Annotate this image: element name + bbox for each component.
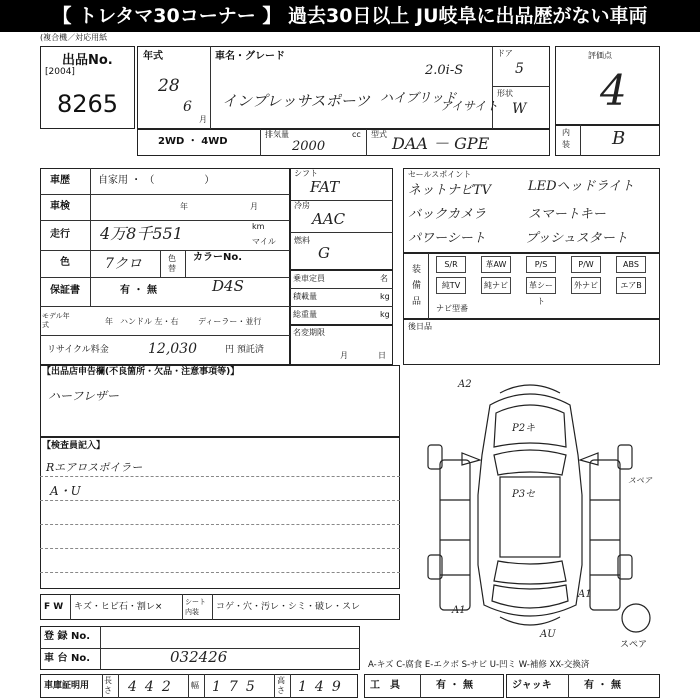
sales-point-2: LEDヘッドライト <box>528 179 635 194</box>
score: 4 <box>600 66 627 115</box>
km-unit: km <box>252 222 265 231</box>
diagram-note-p3se: P3セ <box>512 489 536 500</box>
equip-abs: ABS <box>616 256 646 273</box>
inspection-month-unit: 月 <box>250 202 258 211</box>
chassis-value: 032426 <box>170 648 228 666</box>
length-label: 長さ <box>104 676 112 695</box>
warranty-label: 保証書 <box>50 285 80 296</box>
interior-label: 内装 <box>562 128 570 149</box>
model-year-label: モデル年式 <box>42 312 70 329</box>
color-code: D4S <box>212 277 244 295</box>
inspector-label: 【検査員記入】 <box>42 441 106 451</box>
equip-leather: 革シート <box>526 277 556 294</box>
length-value: 442 <box>128 679 179 695</box>
color-label: 色 <box>60 257 70 268</box>
report-note: ハーフレザー <box>48 389 119 403</box>
diagram-note-a1-right: A1 <box>578 589 592 600</box>
displacement: 2000 <box>292 139 326 154</box>
shift-value: FAT <box>310 178 340 196</box>
year-value: 28 <box>158 76 180 96</box>
color-value: 7クロ <box>105 256 142 272</box>
doors: 5 <box>515 61 524 77</box>
capacity-label: 乗車定員 <box>293 274 325 283</box>
width-value: 175 <box>212 679 263 695</box>
equip-pw: P/W <box>571 256 601 273</box>
height-label: 高さ <box>277 676 285 695</box>
ac-label: 冷房 <box>294 201 310 210</box>
chassis-label: 車 台 No. <box>44 653 91 664</box>
mile-unit: マイル <box>252 237 276 246</box>
sales-point-4: スマートキー <box>528 207 606 222</box>
jack-label: ジャッキ <box>512 680 552 691</box>
capacity-unit: 名 <box>380 274 388 283</box>
remarks-box <box>403 319 660 365</box>
history-value: 自家用 ・ （ ） <box>98 175 215 186</box>
tools-label: 工 具 <box>370 680 400 691</box>
color-change: 色替 <box>168 254 176 273</box>
spare-label: スペア <box>620 640 648 650</box>
diagram-note-spare: スペア <box>628 476 652 485</box>
reg-day: 日 <box>378 351 386 360</box>
sales-point-5: パワーシート <box>408 231 486 246</box>
sales-point-3: バックカメラ <box>408 207 487 222</box>
width-label: 幅 <box>191 681 199 690</box>
top-note: (複合機／対応用紙 <box>40 33 108 42</box>
damage-legend: A-キズ C-腐食 E-エクボ S-サビ U-凹ミ W-補修 XX-交換済 <box>368 660 590 670</box>
car-label: 車名・グレード <box>215 51 285 62</box>
banner: 【 トレタマ30コーナー 】 過去30日以上 JU岐阜に出品歴がない車両 <box>0 0 700 32</box>
hybrid: ハイブリッド <box>380 91 457 106</box>
remarks-label: 後日品 <box>408 322 432 331</box>
lot-year: [2004] <box>45 67 75 77</box>
shift-label: シフト <box>294 169 318 178</box>
jack-value: 有 ・ 無 <box>584 680 621 691</box>
reg-no-label: 登 録 No. <box>44 631 91 642</box>
history-label: 車歴 <box>50 175 70 186</box>
inspector-line-2: A・U <box>50 484 81 498</box>
equip-ext-navi: 外ナビ <box>571 277 601 294</box>
cert-label: 車庫証明用 <box>44 681 90 691</box>
tools-value: 有 ・ 無 <box>436 680 473 691</box>
reg-month: 月 <box>340 351 348 360</box>
diagram-note-a1-left: A1 <box>452 605 466 616</box>
recycle-value: 12,030 <box>148 341 197 357</box>
fw-options: キズ・ヒビ石・割レ× <box>74 602 163 612</box>
score-label: 評価点 <box>588 51 612 60</box>
sales-label: セールスポイント <box>408 170 472 179</box>
dealer: ディーラー・並行 <box>198 317 262 326</box>
diagram-note-a2: A2 <box>458 379 472 390</box>
shape: W <box>512 101 527 117</box>
door-label: ドア <box>497 49 513 58</box>
diagram-note-p2ki: P2キ <box>512 423 536 434</box>
ac-value: AAC <box>312 210 346 228</box>
model-label: 型式 <box>371 130 387 139</box>
equip-airbag: エアB <box>616 277 646 294</box>
lot-label: 出品No. <box>62 53 113 68</box>
drive: 2WD ・ 4WD <box>158 136 228 147</box>
inspection-label: 車検 <box>50 201 70 212</box>
recycle-label: リサイクル料金 <box>47 345 109 355</box>
month-value: 6 <box>183 99 192 115</box>
mileage-value: 4万8千551 <box>100 224 183 243</box>
year-label: 年式 <box>143 51 163 62</box>
equipment-label: 装備品 <box>412 265 422 307</box>
equip-navi: 純ナビ <box>481 277 511 294</box>
load-unit: kg <box>380 292 390 301</box>
eyesight: アイサイト <box>440 99 499 113</box>
fuel-label: 燃料 <box>294 236 310 245</box>
grade: 2.0i-S <box>425 63 464 78</box>
car-name: インプレッサスポーツ <box>222 92 371 110</box>
diagram-note-au: AU <box>540 629 556 640</box>
lot-number: 8265 <box>57 90 119 118</box>
interior-score: B <box>612 128 626 149</box>
recycle-unit: 円 預託済 <box>225 345 264 355</box>
month-unit: 月 <box>199 115 207 124</box>
report-label: 【出品店申告欄(不良箇所・欠品・注意事項等)】 <box>42 367 240 377</box>
cc-unit: cc <box>352 130 361 139</box>
sales-point-6: プッシュスタート <box>525 231 628 246</box>
color-code-label: カラーNo. <box>193 252 243 263</box>
height-value: 149 <box>298 679 349 695</box>
model-code: DAA － GPE <box>392 134 490 153</box>
mileage-label: 走行 <box>50 229 70 240</box>
model-year-unit: 年 <box>105 317 113 326</box>
navi-type: ナビ型番 <box>436 304 468 313</box>
inspection-year-unit: 年 <box>180 202 188 211</box>
seat-options: コゲ・穴・汚レ・シミ・破レ・スレ <box>216 602 361 612</box>
gross-label: 総重量 <box>293 310 317 319</box>
handle: ハンドル 左・右 <box>120 317 179 326</box>
equip-ps: P/S <box>526 256 556 273</box>
sales-point-1: ネットナビTV <box>408 183 492 198</box>
fw-label: F W <box>44 602 64 612</box>
equip-tv: 純TV <box>436 277 466 294</box>
car-damage-diagram <box>400 365 700 655</box>
seat-label: シート内装 <box>185 598 206 616</box>
shape-label: 形状 <box>497 89 513 98</box>
fuel-value: G <box>318 244 330 262</box>
warranty-value: 有 ・ 無 <box>120 285 157 296</box>
reg-change-label: 名変期限 <box>293 328 325 337</box>
gross-unit: kg <box>380 310 390 319</box>
inspector-box <box>40 437 400 589</box>
load-label: 積載量 <box>293 292 317 301</box>
equip-sr: S/R <box>436 256 466 273</box>
inspector-line-1: Rエアロスポイラー <box>46 461 143 474</box>
equip-aw: 革AW <box>481 256 511 273</box>
displacement-label: 排気量 <box>265 130 289 139</box>
